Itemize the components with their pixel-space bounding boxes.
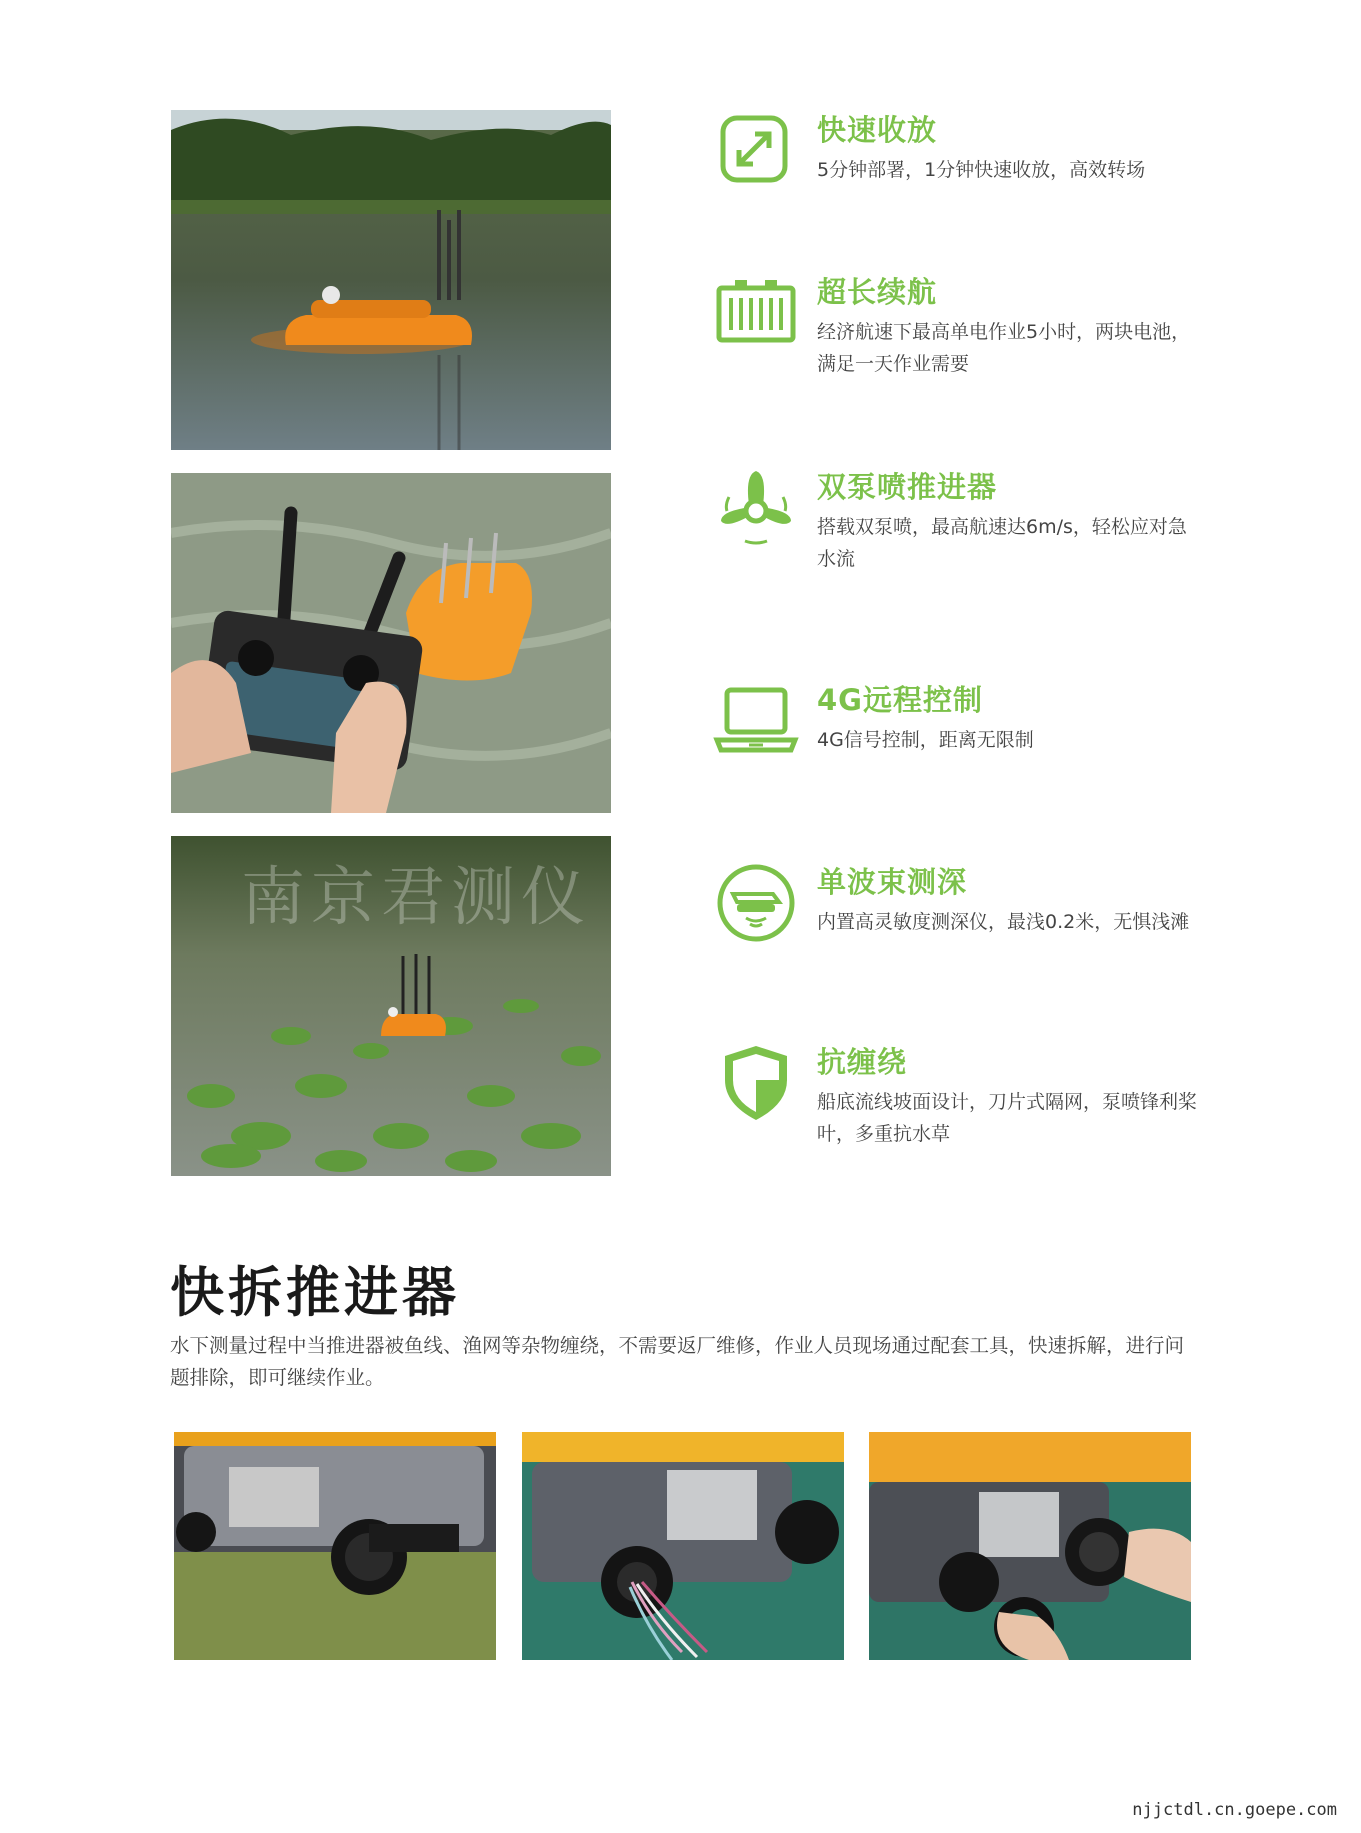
section-title: 快拆推进器 bbox=[170, 1261, 460, 1324]
feature-description: 经济航速下最高单电作业5小时，两块电池，满足一天作业需要 bbox=[817, 321, 1191, 375]
footer-url[interactable]: njjctdl.cn.goepe.com bbox=[1132, 1800, 1337, 1820]
photo-thruster-on-grass bbox=[174, 1432, 496, 1660]
feature-title: 抗缠绕 bbox=[817, 1045, 908, 1079]
photo-remote-controller bbox=[171, 473, 611, 813]
feature-description: 5分钟部署，1分钟快速收放，高效转场 bbox=[817, 159, 1146, 181]
photo-boat-on-lake bbox=[171, 110, 611, 450]
photo-boat-among-lily-pads bbox=[171, 836, 611, 1176]
battery-icon bbox=[713, 270, 799, 356]
expand-arrows-icon bbox=[713, 108, 799, 194]
feature-title: 4G远程控制 bbox=[817, 683, 983, 717]
section-description: 水下测量过程中当推进器被鱼线、渔网等杂物缠绕，不需要返厂维修，作业人员现场通过配套工具，快速拆解，进行问题排除，即可继续作业。 bbox=[170, 1334, 1185, 1389]
laptop-icon bbox=[713, 678, 799, 764]
feature-description: 船底流线坡面设计，刀片式隔网，泵喷锋利桨叶，多重抗水草 bbox=[817, 1091, 1198, 1145]
feature-description: 内置高灵敏度测深仪，最浅0.2米，无惧浅滩 bbox=[817, 911, 1190, 933]
feature-title: 单波束测深 bbox=[817, 865, 968, 899]
photo-thruster-tangled-wires bbox=[522, 1432, 844, 1660]
shield-icon bbox=[713, 1040, 799, 1126]
feature-title: 超长续航 bbox=[817, 275, 938, 309]
feature-title: 双泵喷推进器 bbox=[817, 470, 998, 504]
feature-title: 快速收放 bbox=[817, 113, 938, 147]
propeller-icon bbox=[713, 465, 799, 551]
photo-watermark: 南京君测仪 bbox=[241, 861, 591, 935]
photo-thruster-disassembly bbox=[869, 1432, 1191, 1660]
feature-description: 搭载双泵喷，最高航速达6m/s，轻松应对急水流 bbox=[817, 516, 1187, 570]
sonar-boat-icon bbox=[713, 860, 799, 946]
feature-description: 4G信号控制，距离无限制 bbox=[817, 729, 1034, 751]
